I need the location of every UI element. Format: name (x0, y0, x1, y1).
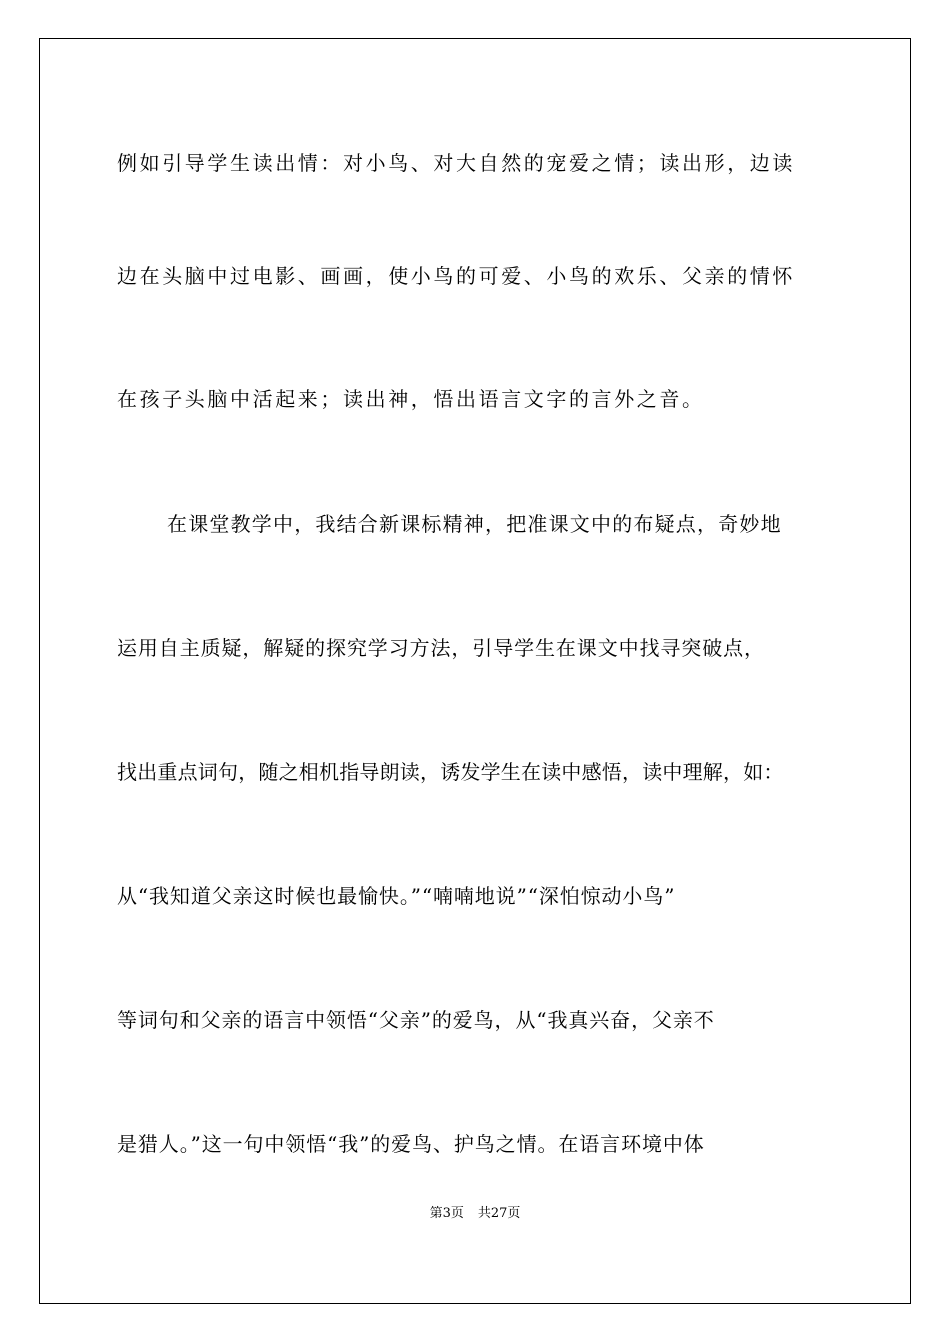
text-line: 运用自主质疑，解疑的探究学习方法，引导学生在课文中找寻突破点， (117, 636, 765, 660)
text-line: 是猎人。”这一句中领悟“我”的爱鸟、护鸟之情。在语言环境中体 (117, 1132, 705, 1156)
text-line: 找出重点词句，随之相机指导朗读，诱发学生在读中感悟，读中理解，如： (117, 760, 784, 784)
total-pages: 共27页 (477, 1206, 521, 1221)
page-footer (0, 1206, 950, 1222)
text-line: 等词句和父亲的语言中领悟“父亲”的爱鸟，从“我真兴奋，父亲不 (117, 1008, 715, 1032)
text-line: 边在头脑中过电影、画画，使小鸟的可爱、小鸟的欢乐、父亲的情怀 (117, 264, 795, 288)
page-number: 第3页 (429, 1206, 464, 1221)
text-line: 在孩子头脑中活起来；读出神，悟出语言文字的言外之音。 (117, 387, 705, 411)
text-line: 例如引导学生读出情：对小鸟、对大自然的宠爱之情；读出形，边读 (117, 151, 795, 175)
body-text (40, 39, 910, 1303)
paragraph-start-line: 在课堂教学中，我结合新课标精神，把准课文中的布疑点，奇妙地 (167, 512, 782, 536)
page-frame (39, 38, 911, 1304)
text-line: 从“我知道父亲这时候也最愉快。”“喃喃地说”“深怕惊动小鸟” (117, 884, 676, 908)
